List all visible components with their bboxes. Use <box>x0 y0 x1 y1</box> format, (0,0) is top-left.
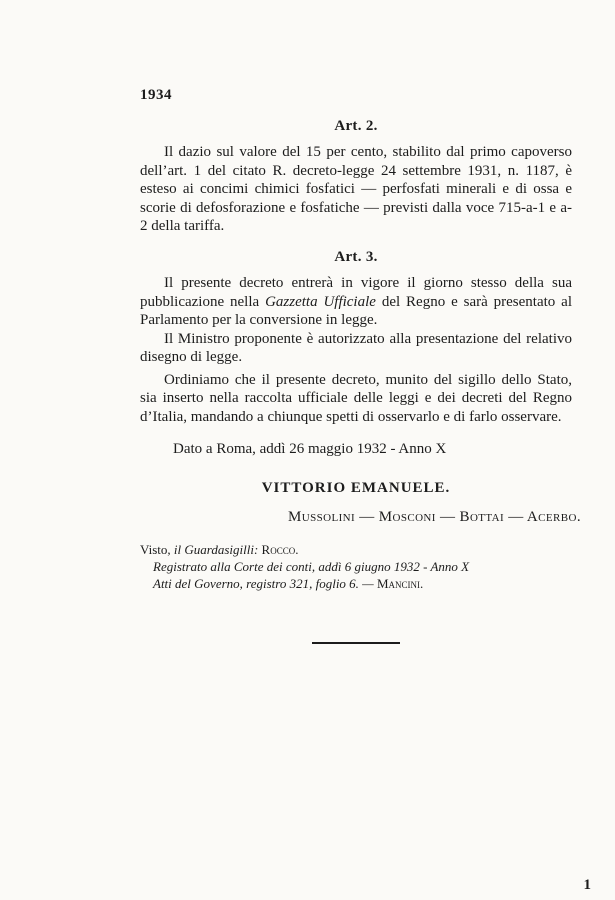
registration-block <box>140 541 572 592</box>
article-2-heading: Art. 2. <box>334 117 378 134</box>
section-divider-rule <box>312 642 400 644</box>
article-3-heading: Art. 3. <box>334 248 378 265</box>
article-3-paragraph-1 <box>140 274 572 330</box>
signature-mark: 1 <box>583 876 591 893</box>
registration-line: Registrato alla Corte dei conti, addì 6 giugno 1932 - Anno X <box>153 559 470 574</box>
paragraph-text: Il presente decreto entrerà in vigore il giorno stesso della sua pubblicazione nella <box>140 275 572 310</box>
guardasigilli-name: Rocco. <box>261 542 299 557</box>
dateline: Dato a Roma, addì 26 maggio 1932 - Anno X <box>173 441 447 457</box>
visto-line <box>140 541 572 558</box>
atti-governo-text: Atti del Governo, registro 321, foglio 6. — <box>153 576 377 591</box>
guardasigilli-label: il Guardasigilli: <box>173 542 262 557</box>
ministers-signatures: Mussolini — Mosconi — Bottai — Acerbo. <box>288 509 581 525</box>
royal-signature: VITTORIO EMANUELE. <box>261 479 451 496</box>
atti-governo-line <box>140 575 572 592</box>
page-number: 1934 <box>140 87 172 103</box>
article-2-paragraph: Il dazio sul valore del 15 per cento, stabilito dal primo capoverso dell’art. 1 del citato R. decreto-legge 24 settembre 1931, n. 1187, è esteso ai concimi chimici fosfatici — perfosfati minerali e di ossa e scorie di defosforazione e fosfatiche — previsti dalla voce 715-a-1 e a-2 della tariffa. <box>140 144 572 234</box>
mancini-name: Mancini. <box>377 576 424 591</box>
article-3-paragraph-3: Ordiniamo che il presente decreto, munito del sigillo dello Stato, sia inserto nella raccolta ufficiale delle leggi e dei decreti del Regno d’Italia, mandando a chiunque spetti di osservarlo e di farlo osservare. <box>140 371 572 425</box>
article-3-paragraph-2: Il Ministro proponente è autorizzato alla presentazione del relativo disegno di legge. <box>140 330 572 365</box>
gazzetta-ufficiale-title: Gazzetta Ufficiale <box>265 293 376 310</box>
paragraph-text: del Regno e sarà presentato al Parlamento per la conversione in legge. <box>140 293 572 328</box>
visto-label: Visto, <box>140 542 174 557</box>
